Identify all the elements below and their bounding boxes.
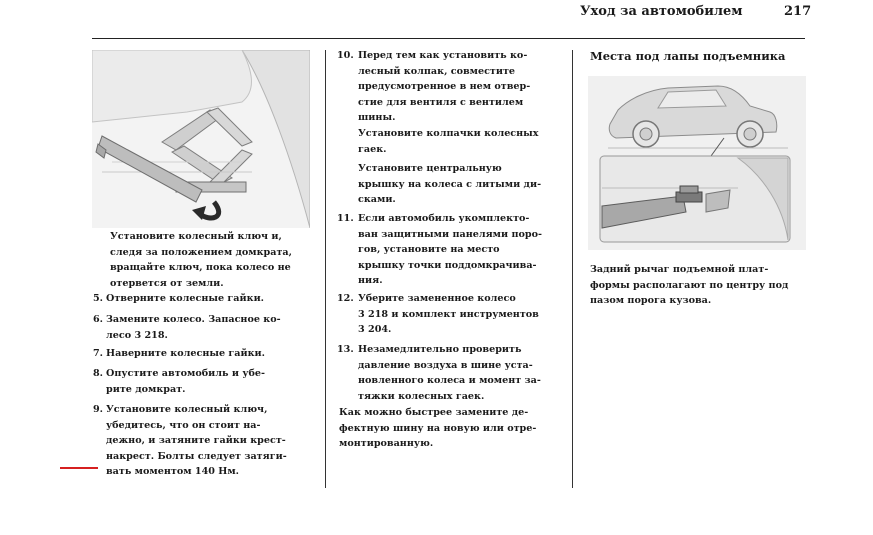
center-cap-paragraph: Установите центральную крышку на колеса с литыми ди- сками. (358, 163, 542, 205)
red-margin-mark (60, 467, 98, 469)
intro-paragraph: Установите колесный ключ и, следя за положением домкрата, вращайте ключ, пока колесо не отервется от земли. (110, 231, 292, 289)
step-7-text: Наверните колесные гайки. (106, 348, 265, 359)
lift-point-caption: Задний рычаг подъемной плат- формы располагают по центру под пазом порога кузова. (590, 264, 789, 306)
step-8-number: 8. (93, 368, 104, 379)
step-12-number: 12. (337, 293, 354, 304)
lift-point-illustration (588, 76, 806, 250)
page-number: 217 (784, 4, 812, 19)
step-10-number: 10. (337, 50, 354, 61)
step-13-number: 13. (337, 344, 354, 355)
step-13-text: Незамедлительно проверить давление воздуха в шине уста- новленного колеса и момент за- тяжки колесных гаек. (358, 344, 541, 402)
step-7-number: 7. (93, 348, 104, 359)
step-5-number: 5. (93, 293, 104, 304)
running-header-title: Уход за автомобилем (580, 4, 743, 19)
closing-paragraph: Как можно быстрее замените де- фектную шину на новую или отре- монтированную. (339, 407, 537, 449)
jack-illustration (92, 50, 310, 228)
step-6-text: Замените колесо. Запасное ко- лесо 3 218. (106, 314, 281, 341)
step-12-text: Уберите замененное колесо 3 218 и комплект инструментов 3 204. (358, 293, 539, 335)
column-divider-1 (325, 50, 326, 488)
step-8-text: Опустите автомобиль и убе- рите домкрат. (106, 368, 265, 395)
column-divider-2 (572, 50, 573, 488)
step-10-text: Перед тем как установить ко- лесный колпак, совместите предусмотренное в нем отвер- стие для вентиля с вентилем шины. (358, 50, 531, 123)
step-6-number: 6. (93, 314, 104, 325)
valve-caps-paragraph: Установите колпачки колесных гаек. (358, 128, 539, 155)
header-rule (92, 38, 805, 39)
step-9-text: Установите колесный ключ, убедитесь, что он стоит на- дежно, и затяните гайки крест- накрест. Болты следует затяги- вать моментом 140 Нм. (106, 404, 287, 477)
step-11-text: Если автомобиль укомплекто- ван защитными панелями поро- гов, установите на место крышку точки поддомкрачива- ния. (358, 213, 542, 286)
section-title: Места под лапы подъемника (590, 49, 786, 63)
step-9-number: 9. (93, 404, 104, 415)
step-11-number: 11. (337, 213, 354, 224)
step-5-text: Отверните колесные гайки. (106, 293, 265, 304)
